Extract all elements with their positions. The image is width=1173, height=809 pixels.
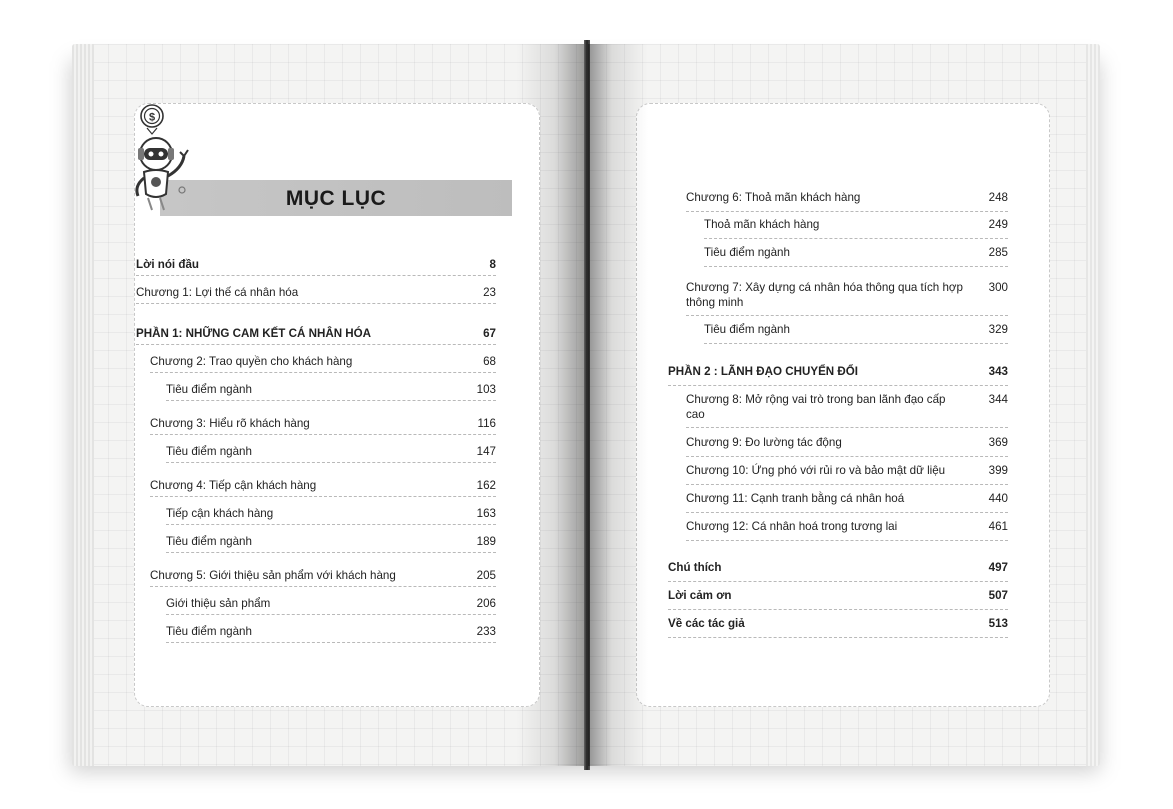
toc-entry bbox=[150, 478, 496, 497]
toc-entry-page: 300 bbox=[988, 281, 1008, 294]
toc-entry-page: 162 bbox=[476, 479, 496, 492]
toc-entry bbox=[686, 519, 1008, 541]
toc-entry-title: Lời nói đầu bbox=[136, 258, 199, 271]
toc-entry-title: Chương 3: Hiểu rõ khách hàng bbox=[150, 417, 310, 430]
toc-entry bbox=[668, 616, 1008, 638]
toc-entry-title: PHẦN 1: NHỮNG CAM KẾT CÁ NHÂN HÓA bbox=[136, 327, 372, 340]
toc-entry bbox=[704, 217, 1008, 239]
toc-entry bbox=[136, 326, 496, 345]
toc-entry-page: 399 bbox=[988, 464, 1008, 477]
toc-entry-title: Chương 4: Tiếp cận khách hàng bbox=[150, 479, 317, 492]
toc-entry-title: PHẦN 2 : LÃNH ĐẠO CHUYỂN ĐỔI bbox=[668, 365, 859, 378]
toc-entry bbox=[668, 364, 1008, 386]
toc-entry-title: Tiêu điểm ngành bbox=[166, 383, 252, 396]
toc-entry bbox=[686, 463, 1008, 485]
toc-entry bbox=[668, 588, 1008, 610]
toc-entry-page: 249 bbox=[988, 218, 1008, 231]
robot-mascot-icon bbox=[130, 98, 200, 218]
toc-entry-title: Chương 9: Đo lường tác động bbox=[686, 436, 842, 449]
toc-entry bbox=[166, 444, 496, 463]
toc-entry bbox=[166, 624, 496, 643]
toc-entry-page: 285 bbox=[988, 246, 1008, 259]
toc-entry-page: 497 bbox=[988, 561, 1008, 574]
toc-entry-title: Chương 12: Cá nhân hoá trong tương lai bbox=[686, 520, 898, 533]
toc-entry-page: 343 bbox=[988, 365, 1008, 378]
toc-entry bbox=[150, 354, 496, 373]
svg-text:$: $ bbox=[148, 111, 156, 124]
toc-entry-title: Chương 7: Xây dựng cá nhân hóa thông qua tích hợp thông minh bbox=[686, 281, 963, 309]
toc-entry-page: 23 bbox=[483, 286, 496, 299]
toc-entry bbox=[166, 596, 496, 615]
toc-entry-page: 507 bbox=[988, 589, 1008, 602]
toc-entry-page: 147 bbox=[476, 445, 496, 458]
toc-entry-title: Tiêu điểm ngành bbox=[166, 535, 252, 548]
toc-entry bbox=[668, 560, 1008, 582]
toc-entry-title: Chương 2: Trao quyền cho khách hàng bbox=[150, 355, 353, 368]
toc-entry-title: Chú thích bbox=[668, 561, 722, 574]
toc-entry-page: 440 bbox=[988, 492, 1008, 505]
dollar-sign-icon bbox=[141, 105, 163, 134]
toc-entry bbox=[150, 416, 496, 435]
toc-entry bbox=[686, 392, 1008, 428]
toc-entry bbox=[136, 285, 496, 304]
toc-entry-title: Tiêu điểm ngành bbox=[166, 625, 252, 638]
toc-entry-title: Chương 5: Giới thiệu sản phẩm với khách hàng bbox=[150, 569, 396, 582]
toc-entry bbox=[166, 534, 496, 553]
toc-entry-title: Giới thiệu sản phẩm bbox=[166, 597, 271, 610]
toc-entry-title: Về các tác giả bbox=[668, 617, 745, 630]
toc-entry-title: Tiêu điểm ngành bbox=[166, 445, 252, 458]
toc-entry bbox=[686, 190, 1008, 212]
toc-entry bbox=[166, 382, 496, 401]
toc-entry-page: 205 bbox=[476, 569, 496, 582]
toc-entry-title: Tiêu điểm ngành bbox=[704, 246, 790, 259]
toc-entry-title: Chương 1: Lợi thế cá nhân hóa bbox=[136, 286, 299, 299]
toc-entry bbox=[704, 245, 1008, 267]
toc-entry-page: 369 bbox=[988, 436, 1008, 449]
toc-entry-page: 513 bbox=[988, 617, 1008, 630]
toc-entry-page: 68 bbox=[483, 355, 496, 368]
toc-entry-page: 8 bbox=[489, 258, 496, 271]
toc-entry-page: 163 bbox=[476, 507, 496, 520]
toc-entry bbox=[150, 568, 496, 587]
toc-entry-title: Lời cảm ơn bbox=[668, 589, 732, 602]
toc-entry-page: 116 bbox=[477, 417, 496, 430]
toc-entry bbox=[166, 506, 496, 525]
toc-entry-page: 233 bbox=[476, 625, 496, 638]
toc-entry-title: Tiêu điểm ngành bbox=[704, 323, 790, 336]
toc-entry-page: 103 bbox=[476, 383, 496, 396]
page-title: MỤC LỤC bbox=[285, 187, 387, 210]
toc-entry-page: 189 bbox=[476, 535, 496, 548]
toc-entry-page: 461 bbox=[988, 520, 1008, 533]
toc-entry-title: Tiếp cận khách hàng bbox=[166, 507, 274, 520]
toc-entry-page: 344 bbox=[988, 393, 1008, 406]
toc-entry bbox=[704, 322, 1008, 344]
toc-entry-title: Chương 8: Mở rộng vai trò trong ban lãnh đạo cấp cao bbox=[686, 393, 946, 421]
toc-entry bbox=[686, 435, 1008, 457]
toc-entry bbox=[686, 280, 1008, 316]
toc-entry-title: Chương 10: Ứng phó với rủi ro và bảo mật dữ liệu bbox=[686, 464, 946, 477]
toc-entry-title: Thoả mãn khách hàng bbox=[704, 218, 820, 231]
toc-entry-title: Chương 11: Cạnh tranh bằng cá nhân hoá bbox=[686, 492, 905, 505]
toc-entry bbox=[686, 491, 1008, 513]
toc-entry-page: 206 bbox=[476, 597, 496, 610]
toc-entry-page: 67 bbox=[483, 327, 496, 340]
toc-entry bbox=[136, 257, 496, 276]
toc-entry-title: Chương 6: Thoả mãn khách hàng bbox=[686, 191, 861, 204]
toc-entry-page: 329 bbox=[988, 323, 1008, 336]
toc-entry-page: 248 bbox=[988, 191, 1008, 204]
